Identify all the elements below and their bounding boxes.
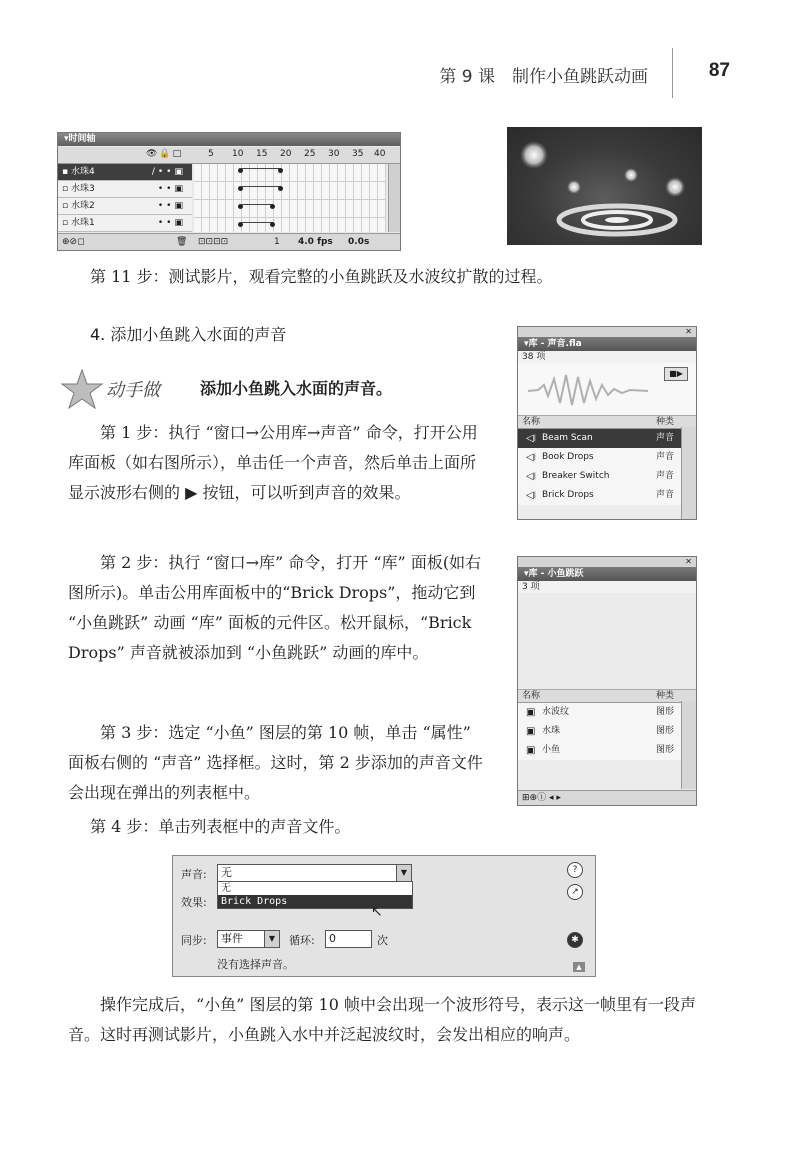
onion-skin-icons[interactable]: ⊡⊡⊡⊡	[198, 237, 229, 247]
layer-list	[58, 164, 192, 232]
sync-label: 同步:	[181, 934, 207, 947]
library-scrollbar[interactable]	[681, 427, 696, 519]
help-icon[interactable]: ?	[567, 862, 583, 878]
status-text: 没有选择声音。	[217, 958, 294, 971]
item-name: Breaker Switch	[542, 471, 610, 481]
item-kind: 图形	[655, 745, 674, 755]
item-name: Book Drops	[542, 452, 594, 462]
sync-select-value: 事件	[221, 932, 243, 945]
graphic-symbol-icon: ▣	[526, 707, 536, 718]
edit-icon[interactable]: ↗	[567, 884, 583, 900]
sound-label: 声音:	[181, 868, 207, 881]
ruler-label: 5	[208, 149, 214, 159]
ruler-label: 15	[256, 149, 268, 159]
sound-icon: ◁⧙	[526, 471, 536, 482]
expand-icon[interactable]: ✱	[567, 932, 583, 948]
step-11-text: 第 11 步：测试影片，观看完整的小鱼跳跃及水波纹扩散的过程。	[90, 267, 553, 286]
activity-logo-text: 动手做	[106, 380, 160, 401]
item-kind: 声音	[655, 490, 674, 500]
fish-library-count: 3 项	[518, 581, 696, 593]
timeline-ruler	[58, 147, 400, 164]
graphic-symbol-icon: ▣	[526, 745, 536, 756]
elapsed-time: 0.0s	[348, 237, 370, 247]
item-kind: 声音	[655, 452, 674, 462]
frame-row	[194, 200, 386, 218]
layer-name: 水珠2	[70, 201, 95, 211]
library-list-header	[518, 690, 696, 703]
sound-select-value: 无	[221, 866, 232, 879]
collapse-icon[interactable]: ▲	[573, 962, 585, 972]
properties-panel	[172, 855, 596, 977]
list-item[interactable]	[518, 722, 696, 741]
section-title: 4. 添加小鱼跳入水面的声音	[90, 325, 287, 344]
frame-row	[194, 164, 386, 182]
list-item[interactable]	[518, 467, 696, 486]
ruler-label: 20	[280, 149, 292, 159]
sound-library-title: ▾库 - 声音.fla	[518, 337, 696, 351]
keyframe	[278, 186, 283, 191]
ruler-label: 30	[328, 149, 340, 159]
item-kind: 图形	[655, 726, 674, 736]
sound-dropdown-list	[217, 881, 413, 909]
tween-arrow	[240, 186, 280, 195]
trash-icon[interactable]: 🗑	[176, 237, 188, 247]
list-item[interactable]	[518, 448, 696, 467]
current-frame: 1	[274, 237, 280, 247]
item-kind: 声音	[655, 433, 674, 443]
ruler-label: 10	[232, 149, 244, 159]
waveform-preview	[518, 363, 696, 416]
sound-library-panel	[517, 326, 697, 520]
item-name: 小鱼	[542, 745, 561, 755]
layer-toggles[interactable]: ••▣	[157, 201, 186, 211]
layer-toggles[interactable]: /••▣	[151, 167, 186, 177]
keyframe	[278, 168, 283, 173]
sound-icon: ◁⧙	[526, 452, 536, 463]
layer-icon: ▪	[62, 167, 71, 177]
frame-rate: 4.0 fps	[298, 237, 333, 247]
list-item[interactable]	[518, 486, 696, 505]
loop-input-value: 0	[329, 932, 336, 945]
item-name: Beam Scan	[542, 433, 593, 443]
layer-icon: ▫	[62, 201, 71, 211]
layer-toggles[interactable]: ••▣	[157, 218, 186, 228]
page-header	[0, 0, 800, 110]
layer-name: 水珠1	[70, 218, 95, 228]
loop-unit: 次	[377, 934, 388, 947]
layer-icon: ▫	[62, 184, 71, 194]
column-kind: 种类	[655, 417, 674, 427]
sound-icon: ◁⧙	[526, 490, 536, 501]
item-name: 水珠	[542, 726, 561, 736]
timeline-title: ▾时间轴	[58, 133, 400, 146]
ruler-label: 35	[352, 149, 364, 159]
sound-library-count: 38 项	[518, 351, 696, 363]
column-kind: 种类	[655, 691, 674, 701]
chevron-down-icon[interactable]: ▼	[264, 931, 279, 947]
item-kind: 声音	[655, 471, 674, 481]
column-name: 名称	[522, 417, 541, 427]
layer-toggles[interactable]: ••▣	[157, 184, 186, 194]
step-4-text: 第 4 步：单击列表框中的声音文件。	[90, 817, 351, 836]
page-number: 87	[708, 60, 730, 81]
play-stop-buttons[interactable]: ■▶	[664, 367, 688, 381]
ruler-label: 25	[304, 149, 316, 159]
list-item[interactable]	[518, 741, 696, 760]
activity-logo	[60, 368, 200, 412]
step-3-text: 第 3 步：选定 “小鱼” 图层的第 10 帧，单击 “属性” 面板右侧的 “声音” 选择框。这时，第 2 步添加的声音文件会出现在弹出的列表框中。	[68, 723, 483, 802]
item-name: 水波纹	[542, 707, 570, 717]
sync-select[interactable]	[217, 930, 280, 948]
chapter-title: 第 9 课 制作小鱼跳跃动画	[439, 67, 648, 87]
library-list-header	[518, 416, 696, 429]
ruler-label: 40	[374, 149, 386, 159]
star-icon	[60, 368, 104, 412]
timeline-panel	[57, 132, 401, 251]
activity-title: 添加小鱼跳入水面的声音。	[200, 379, 393, 398]
mouse-cursor-icon: ↖	[371, 904, 383, 920]
tween-arrow	[240, 204, 272, 213]
list-item[interactable]	[518, 429, 696, 448]
layer-buttons[interactable]: ⊕⊘◻	[62, 237, 85, 247]
panel-close-icon[interactable]: ✕	[518, 327, 696, 337]
layer-row[interactable]	[58, 164, 192, 181]
graphic-symbol-icon: ▣	[526, 726, 536, 737]
layer-row[interactable]	[58, 198, 192, 215]
ripple-preview-image	[507, 127, 702, 245]
conclusion-text: 操作完成后，“小鱼” 图层的第 10 帧中会出现一个波形符号，表示这一帧里有一段声音。这时再测试影片，小鱼跳入水中并泛起波纹时，会发出相应的响声。	[68, 995, 696, 1044]
panel-close-icon[interactable]: ✕	[518, 557, 696, 567]
layer-name: 水珠4	[70, 167, 95, 177]
layer-name: 水珠3	[70, 184, 95, 194]
header-divider	[672, 48, 673, 98]
dropdown-option[interactable]: 无	[221, 883, 231, 894]
column-name: 名称	[522, 691, 541, 701]
sound-select[interactable]	[217, 864, 412, 882]
ripple-illustration	[507, 127, 702, 245]
tween-arrow	[240, 168, 280, 177]
fish-library-title: ▾库 - 小鱼跳跃	[518, 567, 696, 581]
library-toolbar[interactable]: ⊞⊕ⓘ ◂ ▸	[518, 790, 697, 805]
item-kind: 图形	[655, 707, 674, 717]
keyframe	[270, 222, 275, 227]
loop-label: 循环:	[289, 934, 315, 947]
frame-grid[interactable]	[194, 164, 386, 232]
library-scrollbar[interactable]	[681, 701, 696, 789]
tween-arrow	[240, 222, 272, 231]
dropdown-option-selected[interactable]: Brick Drops	[218, 895, 412, 908]
list-item[interactable]	[518, 703, 696, 722]
layer-row[interactable]	[58, 181, 192, 198]
step-2-text: 第 2 步：执行 “窗口→库” 命令，打开 “库” 面板(如右图所示)。单击公用库面板中的“Brick Drops”，拖动它到 “小鱼跳跃” 动画 “库” 面板的元件区。松开鼠标，“Brick Drops” 声音就被添加到 “小鱼跳跃” 动画的库中。	[68, 553, 482, 662]
timeline-scrollbar[interactable]	[388, 164, 400, 232]
fish-library-panel	[517, 556, 697, 806]
keyframe	[270, 204, 275, 209]
layer-visibility-icons: 👁🔒□	[146, 149, 184, 159]
layer-row[interactable]	[58, 215, 192, 232]
step-1-text: 第 1 步：执行 “窗口→公用库→声音” 命令，打开公用库面板（如右图所示），单击任一个声音，然后单击上面所显示波形右侧的 ▶ 按钮，可以听到声音的效果。	[68, 423, 478, 502]
effect-label: 效果:	[181, 896, 207, 909]
loop-input[interactable]	[325, 930, 372, 948]
frame-row	[194, 182, 386, 200]
chevron-down-icon[interactable]: ▼	[396, 865, 411, 881]
library-preview-area	[518, 593, 696, 690]
timeline-status-bar	[58, 233, 400, 251]
sound-icon: ◁⧙	[526, 433, 536, 444]
layer-icon: ▫	[62, 218, 71, 228]
item-name: Brick Drops	[542, 490, 594, 500]
